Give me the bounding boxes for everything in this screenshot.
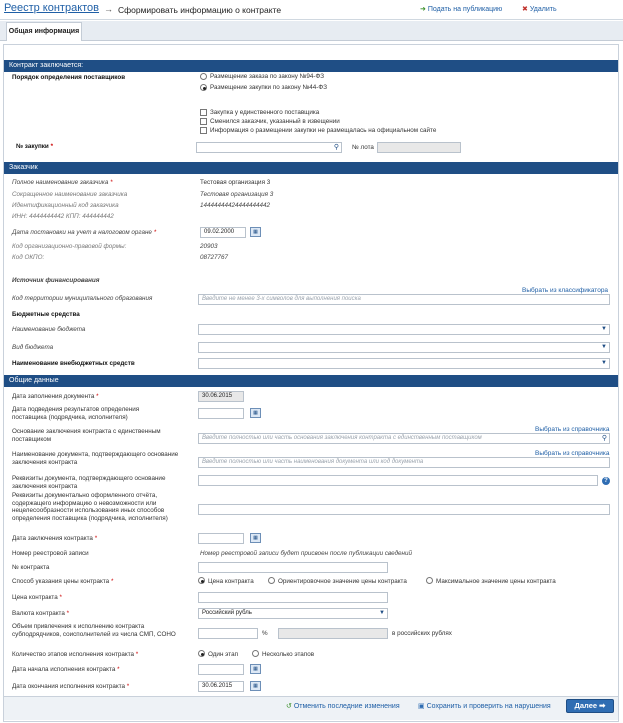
publish-button[interactable]: ➜ Подать на публикацию (420, 6, 503, 13)
budget-type-select[interactable] (198, 342, 610, 353)
smp-percent-input[interactable] (198, 628, 258, 639)
currency-select[interactable]: Российский рубль ▼ (198, 608, 388, 619)
radio-44fz-label: Размещение закупки по закону №44-ФЗ (210, 84, 327, 91)
basis-input[interactable]: Введите полностью или часть основания заключения контракта с единственным поставщиком ⚲ (198, 433, 610, 444)
lot-no-label: № лота (352, 144, 374, 151)
calendar-icon[interactable]: ▦ (250, 533, 261, 543)
radio-one-stage[interactable] (198, 650, 205, 657)
radio-price[interactable] (198, 577, 205, 584)
radio-multi-stage-label: Несколько этапов (262, 651, 315, 658)
breadcrumb-registry-link[interactable]: Реестр контрактов (4, 2, 100, 14)
checkbox-not-published[interactable] (200, 127, 207, 134)
chevron-down-icon[interactable]: ▼ (601, 360, 607, 366)
radio-max-price[interactable] (426, 577, 433, 584)
search-icon[interactable]: ⚲ (333, 144, 339, 151)
save-check-button[interactable]: ▣ Сохранить и проверить на нарушения (418, 703, 551, 710)
breadcrumb-arrow: → (104, 4, 113, 14)
budget-type-label: Вид бюджета (12, 344, 54, 351)
summary-date-input[interactable] (198, 408, 244, 419)
id-code-label: Идентификационный код заказчика (12, 202, 119, 209)
stages-label: Количество этапов исполнения контракта * (12, 651, 139, 658)
lot-no-input[interactable] (377, 142, 461, 153)
docname-input[interactable]: Введите полностью или часть наименования документа или код документа (198, 457, 610, 468)
section-contract-header: Контракт заключается: (4, 60, 618, 72)
budget-name-label: Наименование бюджета (12, 326, 86, 333)
full-name-label: Полное наименование заказчика * (12, 179, 113, 186)
extrabudget-label: Наименование внебюджетных средств (12, 360, 135, 367)
chevron-down-icon[interactable]: ▼ (601, 326, 607, 332)
purchase-no-input[interactable] (196, 142, 342, 153)
publish-icon: ➜ (420, 6, 426, 13)
next-button[interactable]: Далее ➡ (566, 699, 614, 713)
doc-date-label: Дата заполнения документа * (12, 393, 99, 400)
help-icon[interactable]: ? (602, 477, 610, 485)
currency-label: Валюта контракта * (12, 610, 70, 617)
reg-date-label: Дата постановки на учет в налоговом органе * (12, 229, 157, 236)
price-method-label: Способ указания цены контракта * (12, 578, 114, 585)
tab-general-info[interactable]: Общая информация (6, 22, 82, 41)
undo-button[interactable]: ↺ Отменить последние изменения (286, 703, 400, 710)
budget-funds-label: Бюджетные средства (12, 311, 80, 318)
calendar-icon[interactable]: ▦ (250, 408, 261, 418)
end-date-input[interactable]: 30.06.2015 (198, 681, 244, 692)
reg-no-note: Номер реестровой записи будет присвоен после публикации сведений (200, 550, 413, 557)
id-code-value: 14444444424444444442 (200, 202, 271, 209)
radio-approx-price[interactable] (268, 577, 275, 584)
short-name-label: Сокращенное наименование заказчика (12, 191, 128, 198)
contract-date-label: Дата заключения контракта * (12, 535, 98, 542)
checkbox-customer-changed-label: Сменился заказчик, указанный в извещении (210, 118, 340, 125)
budget-name-select[interactable] (198, 324, 610, 335)
okopf-label: Код организационно-правовой формы: (12, 243, 127, 250)
contract-no-label: № контракта (12, 564, 50, 571)
summary-date-label: Дата подведения результатов определения поставщика (подрядчика, исполнителя) (12, 406, 140, 421)
checkbox-customer-changed[interactable] (200, 118, 207, 125)
checkbox-single-supplier[interactable] (200, 109, 207, 116)
calendar-icon[interactable]: ▦ (250, 227, 261, 237)
checkbox-not-published-label: Информация о размещении закупки не размещалась на официальном сайте (210, 127, 437, 134)
requisites-input[interactable] (198, 475, 598, 486)
calendar-icon[interactable]: ▦ (250, 681, 261, 691)
basis-label: Основание заключения контракта с единственным поставщиком (12, 428, 161, 443)
reg-no-label: Номер реестровой записи (12, 550, 89, 557)
order-label: Порядок определения поставщиков (12, 74, 126, 81)
doc-date-input[interactable]: 30.06.2015 (198, 391, 244, 402)
start-date-input[interactable] (198, 664, 244, 675)
report-label: Реквизиты документально оформленного отчёта, содержащего информацию о невозможности или нецелесообразности использования иных способов определения поставщика (подрядчика, исполнителя) (12, 492, 168, 522)
page-title: Сформировать информацию о контракте (118, 5, 282, 15)
tab-bar (0, 21, 623, 41)
rub-note: в российских рублях (392, 630, 452, 637)
radio-94fz[interactable] (200, 73, 207, 80)
start-date-label: Дата начала исполнения контракта * (12, 666, 120, 673)
price-input[interactable] (198, 592, 388, 603)
section-customer-header: Заказчик (4, 162, 618, 174)
chevron-down-icon[interactable]: ▼ (379, 610, 385, 616)
inn-kpp: ИНН: 4444444442 КПП: 444444442 (12, 213, 114, 220)
reference-link[interactable]: Выбрать из справочника (535, 426, 610, 433)
full-name-value: Тестовая организация 3 (200, 179, 271, 186)
radio-one-stage-label: Один этап (208, 651, 238, 658)
chevron-down-icon[interactable]: ▼ (601, 344, 607, 350)
territory-label: Код территории муниципального образования (12, 295, 153, 302)
percent-sign: % (262, 630, 268, 637)
radio-94fz-label: Размещение заказа по закону №94-ФЗ (210, 73, 325, 80)
end-date-label: Дата окончания исполнения контракта * (12, 683, 130, 690)
delete-icon: ✖ (522, 6, 528, 13)
requisites-label: Реквизиты документа, подтверждающего основание заключения контракта (12, 475, 166, 490)
radio-44fz[interactable] (200, 84, 207, 91)
extrabudget-select[interactable] (198, 358, 610, 369)
okpo-value: 08727767 (200, 254, 229, 261)
reg-date-input[interactable]: 09.02.2000 (200, 227, 246, 238)
radio-approx-price-label: Ориентировочное значение цены контракта (278, 578, 407, 585)
smp-rub-input[interactable] (278, 628, 388, 639)
radio-price-label: Цена контракта (208, 578, 254, 585)
section-general-data-header: Общие данные (4, 375, 618, 387)
arrow-right-icon: ➡ (599, 701, 606, 710)
checkbox-single-supplier-label: Закупка у единственного поставщика (210, 109, 320, 116)
price-label: Цена контракта * (12, 594, 62, 601)
okopf-value: 20903 (200, 243, 218, 250)
short-name-value: Тестовая организация 3 (200, 191, 274, 198)
fin-source-label: Источник финансирования (12, 277, 100, 284)
classifier-link[interactable]: Выбрать из классификатора (522, 287, 609, 294)
reference-link[interactable]: Выбрать из справочника (535, 450, 610, 457)
calendar-icon[interactable]: ▦ (250, 664, 261, 674)
docname-label: Наименование документа, подтверждающего основание заключения контракта (12, 451, 179, 466)
territory-input[interactable]: Введите не менее 3-х символов для выполнения поиска (198, 294, 610, 305)
radio-max-price-label: Максимальное значение цены контракта (436, 578, 556, 585)
save-icon: ▣ (418, 703, 425, 710)
radio-multi-stage[interactable] (252, 650, 259, 657)
undo-icon: ↺ (286, 703, 292, 710)
delete-button[interactable]: ✖ Удалить (522, 6, 557, 13)
search-icon[interactable]: ⚲ (601, 435, 607, 442)
smp-label: Объем привлечения к исполнению контракта субподрядчиков, соисполнителей из числа СМП, СОНО (12, 623, 176, 638)
okpo-label: Код ОКПО: (12, 254, 45, 261)
contract-date-input[interactable] (198, 533, 244, 544)
purchase-no-label: № закупки * (16, 143, 54, 150)
contract-no-input[interactable] (198, 562, 388, 573)
report-input[interactable] (198, 504, 610, 515)
